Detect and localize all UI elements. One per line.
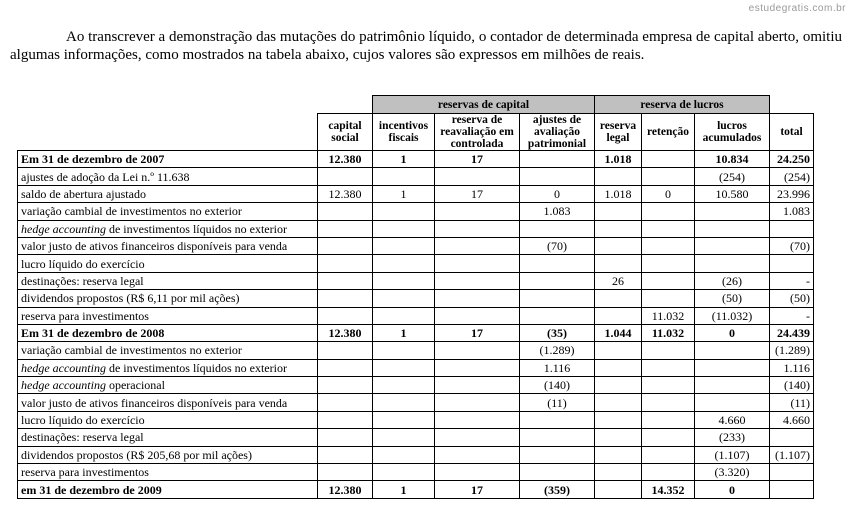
table-cell [642, 272, 695, 289]
table-cell [595, 237, 642, 254]
table-cell [373, 307, 435, 324]
row-label: Em 31 de dezembro de 2007 [18, 151, 318, 168]
table-cell [520, 290, 595, 307]
table-cell [642, 151, 695, 168]
table-cell [642, 220, 695, 237]
col-capital-social: capital social [318, 114, 373, 151]
table-cell [642, 377, 695, 394]
table-cell: 1.083 [770, 203, 814, 220]
table-row [18, 411, 814, 428]
table-cell: 1.116 [520, 359, 595, 376]
table-cell [695, 203, 770, 220]
table-cell: 17 [435, 324, 520, 341]
table-cell [318, 237, 373, 254]
table-cell: 11.032 [642, 324, 695, 341]
table-row [18, 290, 814, 307]
row-label: valor justo de ativos financeiros disponíveis para venda [18, 237, 318, 254]
row-label [18, 359, 318, 376]
table-cell: 0 [695, 481, 770, 498]
row-label: dividendos propostos (R$ 205,68 por mil ações) [18, 446, 318, 463]
row-label: variação cambial de investimentos no exterior [18, 203, 318, 220]
table-cell: (11) [520, 394, 595, 411]
table-cell [595, 255, 642, 272]
table-cell [770, 429, 814, 446]
table-cell [595, 342, 642, 359]
table-cell: (140) [520, 377, 595, 394]
table-cell [318, 307, 373, 324]
table-row [18, 359, 814, 376]
table-cell [318, 203, 373, 220]
table-cell [318, 359, 373, 376]
group-header-reservas-lucros: reserva de lucros [595, 96, 770, 114]
table-cell [373, 359, 435, 376]
table-row [18, 272, 814, 289]
table-row [18, 255, 814, 272]
table-cell: 12.380 [318, 151, 373, 168]
table-cell: 1.083 [520, 203, 595, 220]
watermark: estudegratis.com.br [748, 3, 846, 14]
table-cell [642, 411, 695, 428]
table-cell [435, 255, 520, 272]
table-cell: 1.018 [595, 185, 642, 202]
table-cell [318, 290, 373, 307]
table-cell: 1 [373, 481, 435, 498]
table-cell [520, 255, 595, 272]
table-cell [642, 359, 695, 376]
row-label: Em 31 de dezembro de 2008 [18, 324, 318, 341]
table-cell [695, 220, 770, 237]
table-row [18, 237, 814, 254]
col-ajustes-avaliacao: ajustes de avaliação patrimonial [520, 114, 595, 151]
table-cell: 11.032 [642, 307, 695, 324]
table-cell: 17 [435, 481, 520, 498]
table-cell [595, 307, 642, 324]
table-row [18, 464, 814, 481]
dmpl-body [18, 151, 814, 499]
row-label: valor justo de ativos financeiros disponíveis para venda [18, 394, 318, 411]
row-label [18, 377, 318, 394]
table-cell [695, 394, 770, 411]
table-cell [520, 307, 595, 324]
table-cell [435, 307, 520, 324]
col-retencao: retenção [642, 114, 695, 151]
table-cell [595, 203, 642, 220]
table-cell: 24.250 [770, 151, 814, 168]
table-row [18, 377, 814, 394]
table-cell [435, 342, 520, 359]
table-cell: (1.289) [520, 342, 595, 359]
table-cell: - [770, 272, 814, 289]
table-cell [435, 203, 520, 220]
table-cell [595, 220, 642, 237]
table-cell [373, 272, 435, 289]
table-cell [373, 446, 435, 463]
table-cell [435, 220, 520, 237]
table-cell: (254) [695, 168, 770, 185]
row-label: lucro líquido do exercício [18, 411, 318, 428]
table-cell [318, 377, 373, 394]
table-cell: (1.107) [770, 446, 814, 463]
table-cell [642, 290, 695, 307]
row-label-italic: hedge accounting [21, 221, 106, 236]
table-cell [642, 446, 695, 463]
intro-paragraph [10, 28, 842, 64]
table-row [18, 481, 814, 498]
table-cell [520, 168, 595, 185]
row-label: reserva para investimentos [18, 307, 318, 324]
table-cell [373, 220, 435, 237]
table-cell [318, 394, 373, 411]
table-cell [435, 237, 520, 254]
table-row [18, 429, 814, 446]
table-cell [520, 464, 595, 481]
row-label [18, 220, 318, 237]
row-label-rest: de investimentos líquidos no exterior [105, 360, 287, 375]
table-cell: (50) [695, 290, 770, 307]
table-cell [595, 377, 642, 394]
table-cell: 12.380 [318, 481, 373, 498]
table-cell: (1.107) [695, 446, 770, 463]
table-cell [695, 342, 770, 359]
table-cell [520, 272, 595, 289]
table-cell: 17 [435, 185, 520, 202]
table-cell [770, 255, 814, 272]
table-cell: 4.660 [695, 411, 770, 428]
row-label: destinações: reserva legal [18, 272, 318, 289]
table-cell: 0 [695, 324, 770, 341]
table-cell: (70) [520, 237, 595, 254]
table-cell [642, 394, 695, 411]
row-label: saldo de abertura ajustado [18, 185, 318, 202]
table-cell [373, 429, 435, 446]
table-cell [695, 377, 770, 394]
table-cell [520, 429, 595, 446]
table-cell: - [770, 307, 814, 324]
table-cell [435, 464, 520, 481]
table-cell [373, 411, 435, 428]
table-cell [595, 359, 642, 376]
table-cell: 1 [373, 185, 435, 202]
row-label: destinações: reserva legal [18, 429, 318, 446]
col-total: total [770, 114, 814, 151]
table-cell: (3.320) [695, 464, 770, 481]
table-cell [318, 342, 373, 359]
row-label: variação cambial de investimentos no exterior [18, 342, 318, 359]
table-row [18, 185, 814, 202]
table-cell [373, 464, 435, 481]
table-cell [373, 237, 435, 254]
table-cell [373, 203, 435, 220]
table-cell [642, 342, 695, 359]
table-cell [435, 290, 520, 307]
table-cell: 1.044 [595, 324, 642, 341]
table-row [18, 342, 814, 359]
table-cell [595, 464, 642, 481]
table-cell [435, 377, 520, 394]
table-cell: (233) [695, 429, 770, 446]
table-cell [435, 411, 520, 428]
table-cell [770, 464, 814, 481]
table-row [18, 307, 814, 324]
row-label: lucro líquido do exercício [18, 255, 318, 272]
table-cell: 4.660 [770, 411, 814, 428]
table-cell [642, 464, 695, 481]
table-cell: 1 [373, 151, 435, 168]
row-label: em 31 de dezembro de 2009 [18, 481, 318, 498]
table-cell: 0 [520, 185, 595, 202]
row-label-italic: hedge accounting [21, 360, 106, 375]
table-cell [318, 272, 373, 289]
table-cell [695, 359, 770, 376]
table-row [18, 151, 814, 168]
table-cell: 12.380 [318, 324, 373, 341]
table-cell [318, 220, 373, 237]
col-incentivos-fiscais: incentivos fiscais [373, 114, 435, 151]
table-cell [373, 290, 435, 307]
table-cell [435, 272, 520, 289]
table-cell [595, 429, 642, 446]
table-cell: (35) [520, 324, 595, 341]
table-cell: (70) [770, 237, 814, 254]
table-cell: 10.580 [695, 185, 770, 202]
table-cell [318, 446, 373, 463]
table-cell: (359) [520, 481, 595, 498]
table-cell [595, 290, 642, 307]
table-cell [595, 168, 642, 185]
col-lucros-acumulados: lucros acumulados [695, 114, 770, 151]
table-cell [435, 394, 520, 411]
table-cell: 0 [642, 185, 695, 202]
table-row [18, 220, 814, 237]
table-cell: (50) [770, 290, 814, 307]
row-label-italic: hedge accounting [21, 378, 106, 393]
table-cell [520, 446, 595, 463]
table-cell: 1.116 [770, 359, 814, 376]
row-label: dividendos propostos (R$ 6,11 por mil ações) [18, 290, 318, 307]
table-cell [770, 481, 814, 498]
table-cell: 24.439 [770, 324, 814, 341]
table-cell [435, 446, 520, 463]
table-cell: (254) [770, 168, 814, 185]
col-reserva-reavaliacao: reserva de reavaliação em controlada [435, 114, 520, 151]
table-cell [642, 237, 695, 254]
table-cell [520, 411, 595, 428]
row-label-rest: de investimentos líquidos no exterior [105, 221, 287, 236]
row-label-rest: operacional [105, 378, 165, 393]
table-cell [373, 255, 435, 272]
table-cell [642, 429, 695, 446]
table-cell [318, 168, 373, 185]
table-cell: 10.834 [695, 151, 770, 168]
table-cell: (1.289) [770, 342, 814, 359]
table-cell [373, 377, 435, 394]
table-cell: 1.018 [595, 151, 642, 168]
table-row [18, 394, 814, 411]
table-cell [595, 394, 642, 411]
table-cell: 17 [435, 151, 520, 168]
table-cell: 26 [595, 272, 642, 289]
table-cell: 12.380 [318, 185, 373, 202]
row-label: reserva para investimentos [18, 464, 318, 481]
table-cell [595, 411, 642, 428]
table-cell [435, 359, 520, 376]
table-row [18, 446, 814, 463]
table-cell [373, 168, 435, 185]
table-cell: 1 [373, 324, 435, 341]
table-cell [435, 168, 520, 185]
intro-text: Ao transcrever a demonstração das mutações do patrimônio líquido, o contador de determinada empresa de capital aberto, omitiu algumas informações, como mostrados na tabela abaixo, cujos valores são expressos em milhões de reais. [10, 29, 842, 63]
table-cell [520, 151, 595, 168]
group-header-reservas-capital: reservas de capital [373, 96, 595, 114]
table-cell: 23.996 [770, 185, 814, 202]
table-cell [642, 168, 695, 185]
table-cell: (26) [695, 272, 770, 289]
table-cell: (11) [770, 394, 814, 411]
table-cell [520, 220, 595, 237]
table-cell: 14.352 [642, 481, 695, 498]
col-reserva-legal: reserva legal [595, 114, 642, 151]
table-cell: (11.032) [695, 307, 770, 324]
table-cell [318, 411, 373, 428]
table-cell [595, 481, 642, 498]
dmpl-table [17, 95, 814, 499]
table-cell [695, 237, 770, 254]
table-cell [318, 429, 373, 446]
table-cell [373, 342, 435, 359]
table-cell [373, 394, 435, 411]
table-cell [695, 255, 770, 272]
table-cell [318, 464, 373, 481]
table-row [18, 203, 814, 220]
table-cell: (140) [770, 377, 814, 394]
table-cell [642, 203, 695, 220]
table-cell [595, 446, 642, 463]
table-row [18, 324, 814, 341]
table-cell [318, 255, 373, 272]
table-cell [642, 255, 695, 272]
table-cell [435, 429, 520, 446]
row-label: ajustes de adoção da Lei n.º 11.638 [18, 168, 318, 185]
table-cell [770, 220, 814, 237]
table-row [18, 168, 814, 185]
